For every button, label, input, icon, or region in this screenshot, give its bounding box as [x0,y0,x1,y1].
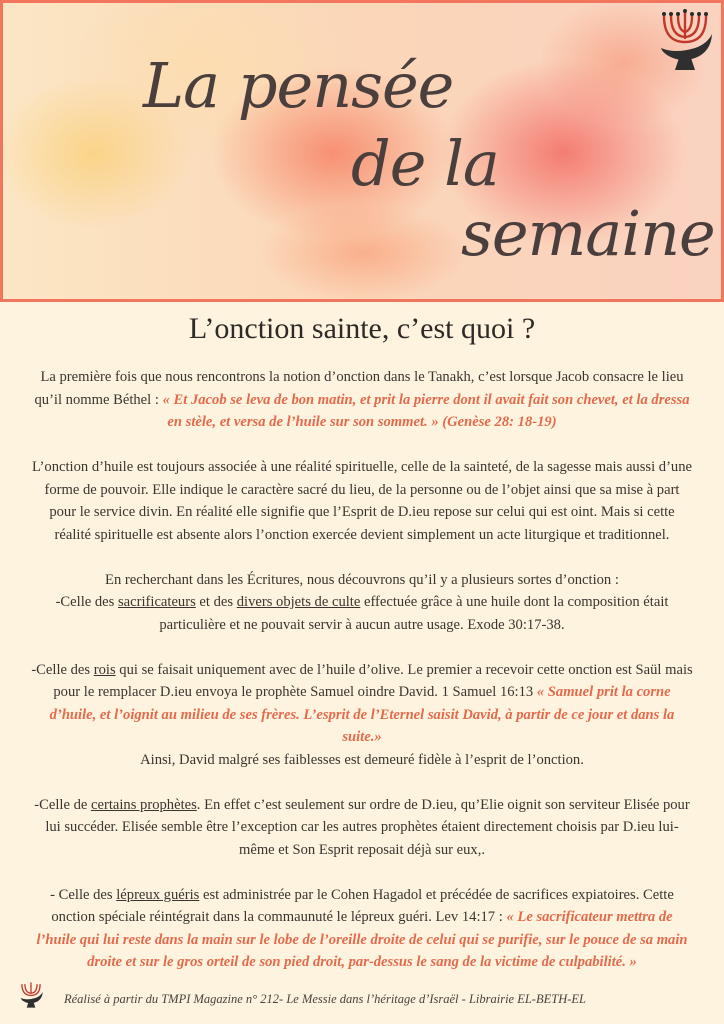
menorah-shofar-icon [655,8,715,74]
menorah-shofar-small-icon [18,980,44,1010]
underlined-term: sacrificateurs [117,594,196,610]
banner-title-line-1: La pensée [143,49,454,122]
paragraph-text: est administrée par le Cohen Hagadol et précédée de sacrifices expiatoires. Cette onction spéciale réintégrait dans la commaunuté le lépreux guéri. Lev 14:17 : [51,886,674,925]
paragraph-text: Ainsi, David malgré ses faiblesses est demeuré fidèle à l’esprit de l’onction. [140,751,584,768]
paragraph-text: - Celle des [50,886,117,903]
paragraph-priests [30,569,694,637]
title-banner [0,0,724,302]
paragraph-text: -Celle des [55,594,118,610]
scripture-quote: « Et Jacob se leva de bon matin, et prit la pierre dont il avait fait son chevet, et la dressa en stèle, et versa de l’huile sur son sommet. » (Genèse 28: 18-19) [162,391,690,430]
underlined-term: rois [93,661,116,678]
footer-credit: Réalisé à partir du TMPI Magazine n° 212- Le Messie dans l’héritage d’Israël - Librairie EL-BETH-EL [64,992,586,1006]
page-heading: L’onction sainte, c’est quoi ? [188,312,536,345]
paragraph-bethel [30,366,694,434]
paragraph-text: -Celle des [31,661,94,678]
scripture-quote: « Le sacrificateur mettra de l’huile qui lui reste dans la main sur le lobe de l’oreille droite de celui qui se purifie, sur le pouce de sa main droite et sur le gros orteil de son pied droit, par-dessus le sang de la victime de culpabilité. » [36,909,688,970]
banner-title-line-2: de la [351,127,499,200]
underlined-term: certains prophètes [91,796,197,813]
paragraph-prophets [30,794,694,862]
paragraph-text: et des [195,594,237,610]
paragraph-lepers [30,884,694,974]
paragraph-kings [30,659,694,772]
paragraph-text: effectuée grâce à une huile dont la composition était particulière et ne pouvait servir à aucun autre usage. Exode 30:17-38. [159,594,669,633]
underlined-term: lépreux guéris [116,886,200,903]
scripture-quote: « Samuel prit la corne d’huile, et l’oignit au milieu de ses frères. L’esprit de l’Eternel saisit David, à partir de ce jour et dans la suite.» [49,684,675,745]
paragraph-text: -Celle de [34,796,92,813]
paragraph-text: . En effet c’est seulement sur ordre de D.ieu, qu’Elie oignit son serviteur Elisée pour lui succéder. Elisée semble être l’exception car les autres prophètes étaient directement choisis par D.ieu lui-même et Son Esprit reposait déjà sur eux,. [45,796,690,858]
article-body [30,366,694,996]
paragraph-anointing-meaning: L’onction d’huile est toujours associée à une réalité spirituelle, celle de la sainteté, de la sagesse mais aussi d’une forme de pouvoir. Elle indique le caractère sacré du lieu, de la personne ou de l’objet ainsi que sa mise à part pour le service divin. En réalité elle signifie que l’Esprit de D.ieu repose sur celui qui est oint. Mais si cette réalité spirituelle est absente alors l’onction exercée devient simplement un acte liturgique et traditionnel. [31,459,693,543]
paragraph-text: La première fois que nous rencontrons la notion d’onction dans le Tanakh, c’est lorsque Jacob consacre le lieu qu’il nomme Béthel : [34,369,684,408]
paragraph-text: qui se faisait uniquement avec de l’huile d’olive. Le premier a recevoir cette onction est Saül mais pour le remplacer D.ieu envoya le prophète Samuel oindre David. 1 Samuel 16:13 [53,661,693,700]
paragraph-text: En recherchant dans les Écritures, nous découvrons qu’il y a plusieurs sortes d’onction : [105,571,619,588]
banner-title-line-3: semaine [461,197,715,270]
underlined-term: divers objets de culte [236,594,361,610]
